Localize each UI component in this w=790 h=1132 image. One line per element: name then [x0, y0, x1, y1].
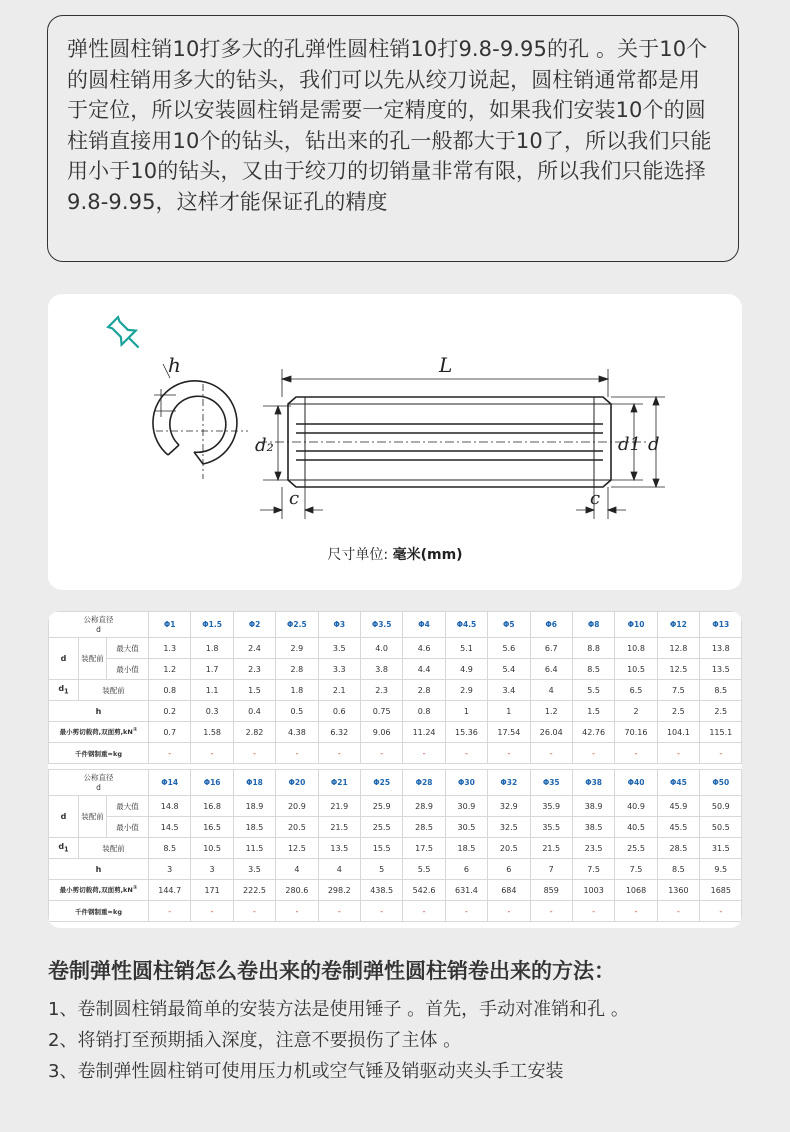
- spec-table-group-2: [48, 769, 742, 922]
- header-label-1: 公称直径: [83, 614, 114, 624]
- weight-value: -: [191, 743, 233, 764]
- label-min: 最小值: [107, 817, 149, 838]
- label-shear: [49, 722, 149, 743]
- max-value: 21.9: [318, 796, 360, 817]
- header-row: [49, 770, 742, 796]
- size-header: Φ38: [572, 770, 614, 796]
- weight-value: -: [403, 901, 445, 922]
- header-label-2: d: [96, 782, 101, 792]
- min-value: 25.5: [360, 817, 402, 838]
- label-shear-note: ①: [132, 885, 138, 892]
- max-value: 13.8: [700, 638, 742, 659]
- weight-value: -: [700, 743, 742, 764]
- label-d1-main: d: [58, 842, 65, 852]
- outro-step-1: 1、卷制圆柱销最简单的安装方法是使用锤子 。首先，手动对准销和孔 。: [48, 999, 629, 1020]
- size-header: Φ2.5: [276, 612, 318, 638]
- max-row: [49, 638, 742, 659]
- outro-step-2: 2、将销打至预期插入深度，注意不要损伤了主体 。: [48, 1030, 462, 1051]
- shear-value: 631.4: [445, 880, 487, 901]
- shear-value: 298.2: [318, 880, 360, 901]
- size-header: Φ16: [191, 770, 233, 796]
- min-value: 32.5: [488, 817, 530, 838]
- h-value: 4: [276, 859, 318, 880]
- header-label-2: d: [96, 624, 101, 634]
- weight-value: -: [360, 743, 402, 764]
- outro-section: [48, 955, 748, 1087]
- shear-value: 42.76: [572, 722, 614, 743]
- d1-value: 1.1: [191, 680, 233, 701]
- d1-value: 12.5: [276, 838, 318, 859]
- weight-value: -: [445, 743, 487, 764]
- d1-value: 20.5: [488, 838, 530, 859]
- weight-value: -: [360, 901, 402, 922]
- label-d1: [49, 680, 79, 701]
- label-L: L: [439, 353, 453, 377]
- min-value: 13.5: [700, 659, 742, 680]
- h-value: 1.2: [530, 701, 572, 722]
- shear-row: [49, 722, 742, 743]
- h-value: 7.5: [572, 859, 614, 880]
- d1-value: 4: [530, 680, 572, 701]
- h-value: 0.75: [360, 701, 402, 722]
- shear-value: 115.1: [700, 722, 742, 743]
- min-value: 2.8: [276, 659, 318, 680]
- shear-value: 4.38: [276, 722, 318, 743]
- shear-value: 11.24: [403, 722, 445, 743]
- max-value: 30.9: [445, 796, 487, 817]
- size-header: Φ1.5: [191, 612, 233, 638]
- label-d1-sub: 1: [64, 687, 69, 696]
- size-header: Φ20: [276, 770, 318, 796]
- shear-value: 1003: [572, 880, 614, 901]
- min-value: 2.3: [233, 659, 275, 680]
- weight-value: -: [318, 901, 360, 922]
- h-value: 0.8: [403, 701, 445, 722]
- d1-row: [49, 680, 742, 701]
- max-value: 2.9: [276, 638, 318, 659]
- h-row: [49, 859, 742, 880]
- label-d1-main: d: [58, 684, 65, 694]
- label-d2: d₂: [255, 435, 274, 456]
- size-header: Φ6: [530, 612, 572, 638]
- min-row: [49, 817, 742, 838]
- d1-value: 0.8: [149, 680, 191, 701]
- unit-caption: [48, 544, 742, 564]
- max-value: 1.3: [149, 638, 191, 659]
- outro-step-3: 3、卷制弹性圆柱销可使用压力机或空气锤及销驱动夹头手工安装: [48, 1061, 564, 1082]
- label-min: 最小值: [107, 659, 149, 680]
- min-value: 5.4: [488, 659, 530, 680]
- shear-value: 17.54: [488, 722, 530, 743]
- unit-value: 毫米(mm): [392, 547, 463, 563]
- min-value: 8.5: [572, 659, 614, 680]
- header-nominal-diameter: [49, 770, 149, 796]
- pushpin-icon: [106, 315, 146, 355]
- size-header: Φ30: [445, 770, 487, 796]
- max-value: 8.8: [572, 638, 614, 659]
- h-value: 6: [445, 859, 487, 880]
- h-value: 0.4: [233, 701, 275, 722]
- side-view-pin: [258, 397, 648, 487]
- weight-value: -: [572, 743, 614, 764]
- size-header: Φ35: [530, 770, 572, 796]
- weight-value: -: [233, 743, 275, 764]
- h-value: 5: [360, 859, 402, 880]
- diagram-card: [48, 294, 742, 590]
- max-value: 50.9: [700, 796, 742, 817]
- label-d: d: [49, 796, 79, 838]
- min-value: 50.5: [700, 817, 742, 838]
- shear-value: 144.7: [149, 880, 191, 901]
- label-shear: [49, 880, 149, 901]
- shear-value: 1.58: [191, 722, 233, 743]
- max-value: 16.8: [191, 796, 233, 817]
- d1-value: 15.5: [360, 838, 402, 859]
- min-value: 20.5: [276, 817, 318, 838]
- d1-value: 23.5: [572, 838, 614, 859]
- label-c-left: c: [289, 488, 300, 509]
- d1-value: 1.5: [233, 680, 275, 701]
- label-h: h: [168, 353, 181, 377]
- h-value: 1.5: [572, 701, 614, 722]
- size-header: Φ3.5: [360, 612, 402, 638]
- h-value: 0.3: [191, 701, 233, 722]
- label-weight: 千件钢制重≈kg: [49, 901, 149, 922]
- min-value: 30.5: [445, 817, 487, 838]
- shear-value: 1360: [657, 880, 699, 901]
- header-nominal-diameter: [49, 612, 149, 638]
- size-header: Φ13: [700, 612, 742, 638]
- label-d: d: [648, 434, 660, 455]
- min-value: 4.9: [445, 659, 487, 680]
- shear-value: 70.16: [615, 722, 657, 743]
- max-value: 38.9: [572, 796, 614, 817]
- weight-value: -: [233, 901, 275, 922]
- d1-value: 7.5: [657, 680, 699, 701]
- d1-value: 28.5: [657, 838, 699, 859]
- max-value: 5.1: [445, 638, 487, 659]
- size-header: Φ1: [149, 612, 191, 638]
- min-value: 6.4: [530, 659, 572, 680]
- shear-value: 26.04: [530, 722, 572, 743]
- min-value: 10.5: [615, 659, 657, 680]
- weight-value: -: [530, 901, 572, 922]
- min-value: 12.5: [657, 659, 699, 680]
- max-value: 2.4: [233, 638, 275, 659]
- h-value: 0.2: [149, 701, 191, 722]
- unit-prefix: 尺寸单位:: [327, 547, 393, 563]
- outro-title: 卷制弹性圆柱销怎么卷出来的卷制弹性圆柱销卷出来的方法：: [48, 959, 615, 983]
- max-value: 3.5: [318, 638, 360, 659]
- label-before-fit: 装配前: [79, 796, 107, 838]
- h-value: 6: [488, 859, 530, 880]
- shear-value: 2.82: [233, 722, 275, 743]
- h-value: 5.5: [403, 859, 445, 880]
- weight-value: -: [149, 901, 191, 922]
- size-header: Φ28: [403, 770, 445, 796]
- shear-value: 684: [488, 880, 530, 901]
- d1-value: 31.5: [700, 838, 742, 859]
- size-header: Φ2: [233, 612, 275, 638]
- label-shear-text: 最小剪切载荷,双面剪,kN: [59, 886, 133, 895]
- h-value: 2.5: [657, 701, 699, 722]
- d1-value: 2.9: [445, 680, 487, 701]
- d1-value: 10.5: [191, 838, 233, 859]
- label-c-right: c: [590, 488, 601, 509]
- max-value: 35.9: [530, 796, 572, 817]
- header-label-1: 公称直径: [83, 772, 114, 782]
- weight-value: -: [445, 901, 487, 922]
- max-value: 28.9: [403, 796, 445, 817]
- min-row: [49, 659, 742, 680]
- d1-value: 2.8: [403, 680, 445, 701]
- min-value: 28.5: [403, 817, 445, 838]
- weight-value: -: [615, 743, 657, 764]
- h-row: [49, 701, 742, 722]
- size-header: Φ40: [615, 770, 657, 796]
- label-d1-sub: 1: [64, 845, 69, 854]
- shear-value: 1068: [615, 880, 657, 901]
- weight-value: -: [615, 901, 657, 922]
- weight-value: -: [191, 901, 233, 922]
- max-value: 4.6: [403, 638, 445, 659]
- weight-value: -: [318, 743, 360, 764]
- size-header: Φ45: [657, 770, 699, 796]
- h-value: 9.5: [700, 859, 742, 880]
- label-d1: [49, 838, 79, 859]
- weight-value: -: [700, 901, 742, 922]
- max-value: 45.9: [657, 796, 699, 817]
- h-value: 7: [530, 859, 572, 880]
- max-value: 10.8: [615, 638, 657, 659]
- shear-value: 15.36: [445, 722, 487, 743]
- d1-value: 8.5: [700, 680, 742, 701]
- weight-value: -: [657, 743, 699, 764]
- d1-row: [49, 838, 742, 859]
- label-d: d: [49, 638, 79, 680]
- weight-value: -: [488, 743, 530, 764]
- h-value: 4: [318, 859, 360, 880]
- h-value: 7.5: [615, 859, 657, 880]
- max-value: 1.8: [191, 638, 233, 659]
- h-value: 2.5: [700, 701, 742, 722]
- max-value: 18.9: [233, 796, 275, 817]
- min-value: 14.5: [149, 817, 191, 838]
- shear-value: 280.6: [276, 880, 318, 901]
- d1-value: 13.5: [318, 838, 360, 859]
- end-view-ring: [153, 364, 248, 479]
- min-value: 3.8: [360, 659, 402, 680]
- label-shear-note: ①: [132, 727, 138, 734]
- dimension-c: [260, 487, 626, 519]
- label-d1-before-fit: 装配前: [79, 680, 149, 701]
- max-row: [49, 796, 742, 817]
- header-row: [49, 612, 742, 638]
- h-value: 3.5: [233, 859, 275, 880]
- size-header: Φ5: [488, 612, 530, 638]
- label-max: 最大值: [107, 638, 149, 659]
- max-value: 40.9: [615, 796, 657, 817]
- shear-value: 542.6: [403, 880, 445, 901]
- d1-value: 3.4: [488, 680, 530, 701]
- max-value: 32.9: [488, 796, 530, 817]
- size-header: Φ10: [615, 612, 657, 638]
- shear-value: 0.7: [149, 722, 191, 743]
- spec-table-card: [48, 611, 742, 928]
- weight-value: -: [403, 743, 445, 764]
- weight-value: -: [572, 901, 614, 922]
- shear-row: [49, 880, 742, 901]
- shear-value: 171: [191, 880, 233, 901]
- weight-value: -: [657, 901, 699, 922]
- d1-value: 21.5: [530, 838, 572, 859]
- shear-value: 1685: [700, 880, 742, 901]
- size-header: Φ12: [657, 612, 699, 638]
- h-value: 0.5: [276, 701, 318, 722]
- label-before-fit: 装配前: [79, 638, 107, 680]
- shear-value: 6.32: [318, 722, 360, 743]
- shear-value: 222.5: [233, 880, 275, 901]
- label-h: h: [49, 859, 149, 880]
- min-value: 21.5: [318, 817, 360, 838]
- max-value: 4.0: [360, 638, 402, 659]
- min-value: 3.3: [318, 659, 360, 680]
- weight-value: -: [149, 743, 191, 764]
- min-value: 1.7: [191, 659, 233, 680]
- max-value: 5.6: [488, 638, 530, 659]
- size-header: Φ32: [488, 770, 530, 796]
- label-d1: d1: [618, 434, 641, 455]
- weight-value: -: [276, 743, 318, 764]
- max-value: 20.9: [276, 796, 318, 817]
- shear-value: 859: [530, 880, 572, 901]
- max-value: 12.8: [657, 638, 699, 659]
- size-header: Φ21: [318, 770, 360, 796]
- label-h: h: [49, 701, 149, 722]
- min-value: 38.5: [572, 817, 614, 838]
- h-value: 3: [191, 859, 233, 880]
- size-header: Φ50: [700, 770, 742, 796]
- size-header: Φ4.5: [445, 612, 487, 638]
- size-header: Φ25: [360, 770, 402, 796]
- h-value: 2: [615, 701, 657, 722]
- label-d1-before-fit: 装配前: [79, 838, 149, 859]
- label-shear-text: 最小剪切载荷,双面剪,kN: [59, 728, 133, 737]
- d1-value: 11.5: [233, 838, 275, 859]
- d1-value: 2.3: [360, 680, 402, 701]
- min-value: 45.5: [657, 817, 699, 838]
- size-header: Φ4: [403, 612, 445, 638]
- size-header: Φ18: [233, 770, 275, 796]
- min-value: 4.4: [403, 659, 445, 680]
- max-value: 25.9: [360, 796, 402, 817]
- intro-paragraph: 弹性圆柱销10打多大的孔弹性圆柱销10打9.8-9.95的孔 。关于10个的圆柱销用多大的钻头，我们可以先从绞刀说起，圆柱销通常都是用于定位，所以安装圆柱销是需要一定精度的，如果我们安装10个的圆柱销直接用10个的钻头，钻出来的孔一般都大于10了，所以我们只能用小于10的钻头，又由于绞刀的切销量非常有限，所以我们只能选择9.8-9.95，这样才能保证孔的精度: [67, 37, 712, 214]
- weight-value: -: [488, 901, 530, 922]
- h-value: 3: [149, 859, 191, 880]
- min-value: 40.5: [615, 817, 657, 838]
- d1-value: 18.5: [445, 838, 487, 859]
- intro-box: [47, 15, 739, 262]
- weight-value: -: [530, 743, 572, 764]
- size-header: Φ8: [572, 612, 614, 638]
- h-value: 1: [488, 701, 530, 722]
- max-value: 14.8: [149, 796, 191, 817]
- d1-value: 6.5: [615, 680, 657, 701]
- max-value: 6.7: [530, 638, 572, 659]
- shear-value: 438.5: [360, 880, 402, 901]
- h-value: 0.6: [318, 701, 360, 722]
- min-value: 35.5: [530, 817, 572, 838]
- shear-value: 9.06: [360, 722, 402, 743]
- h-value: 8.5: [657, 859, 699, 880]
- spec-table-group-1: [48, 611, 742, 764]
- d1-value: 2.1: [318, 680, 360, 701]
- d1-value: 25.5: [615, 838, 657, 859]
- min-value: 18.5: [233, 817, 275, 838]
- min-value: 1.2: [149, 659, 191, 680]
- d1-value: 17.5: [403, 838, 445, 859]
- weight-row: [49, 743, 742, 764]
- h-value: 1: [445, 701, 487, 722]
- min-value: 16.5: [191, 817, 233, 838]
- label-max: 最大值: [107, 796, 149, 817]
- d1-value: 1.8: [276, 680, 318, 701]
- size-header: Φ14: [149, 770, 191, 796]
- label-weight: 千件钢制重≈kg: [49, 743, 149, 764]
- weight-row: [49, 901, 742, 922]
- shear-value: 104.1: [657, 722, 699, 743]
- weight-value: -: [276, 901, 318, 922]
- size-header: Φ3: [318, 612, 360, 638]
- d1-value: 8.5: [149, 838, 191, 859]
- d1-value: 5.5: [572, 680, 614, 701]
